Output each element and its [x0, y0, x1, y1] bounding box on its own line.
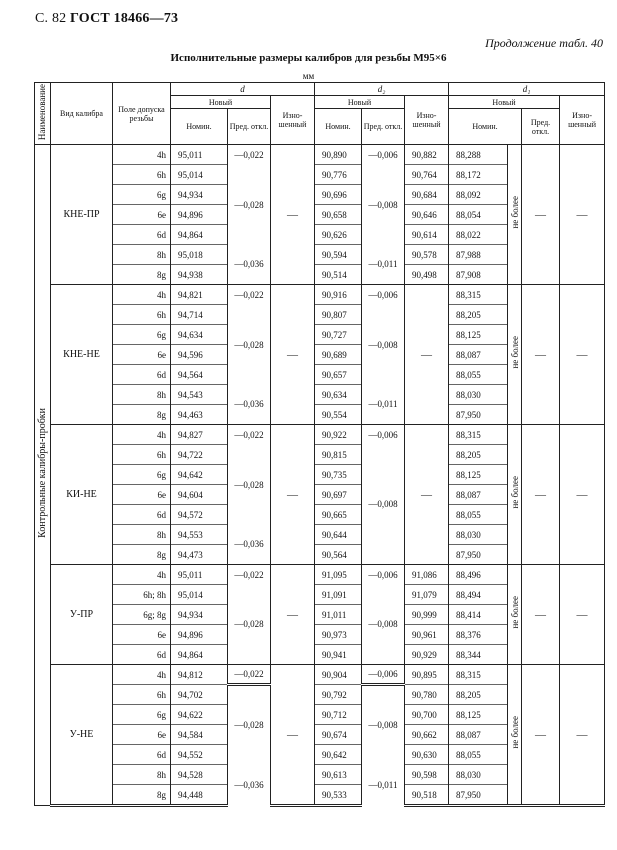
- d-nominal: 94,714: [171, 305, 228, 325]
- header-d1-worn: Изно-шенный: [560, 96, 605, 145]
- d-nominal: 94,584: [171, 725, 228, 745]
- d2-nominal: 90,634: [315, 385, 362, 405]
- d2-worn: 90,646: [405, 205, 449, 225]
- tolerance-field: 8h: [113, 765, 171, 785]
- d2-nominal: 91,091: [315, 585, 362, 605]
- d2-deviation: —0,006: [362, 285, 405, 305]
- d2-worn: 90,895: [405, 665, 449, 685]
- gauge-kind: КНЕ-НЕ: [51, 285, 113, 425]
- d2-nominal: 90,657: [315, 365, 362, 385]
- tolerance-field: 6e: [113, 205, 171, 225]
- d2-deviation: —0,011: [362, 765, 405, 806]
- d1-nominal: 88,376: [449, 625, 508, 645]
- tolerance-field: 8h: [113, 525, 171, 545]
- d2-worn: 90,780: [405, 685, 449, 705]
- d-nominal: 94,572: [171, 505, 228, 525]
- d2-deviation: —0,008: [362, 445, 405, 565]
- d-worn: —: [271, 565, 315, 665]
- not-more-label: не более: [508, 565, 522, 665]
- d1-nominal: 88,125: [449, 465, 508, 485]
- d1-nominal: 87,950: [449, 785, 508, 806]
- d2-deviation: —0,008: [362, 305, 405, 385]
- d2-nominal: 90,735: [315, 465, 362, 485]
- standard-number: ГОСТ 18466—73: [70, 11, 179, 26]
- table-body: [35, 145, 605, 806]
- d-nominal: 94,864: [171, 225, 228, 245]
- not-more-label: не более: [508, 145, 522, 285]
- d2-nominal: 90,815: [315, 445, 362, 465]
- d-deviation: —0,036: [228, 385, 271, 425]
- tolerance-field: 6e: [113, 485, 171, 505]
- d-deviation: —0,028: [228, 685, 271, 765]
- tolerance-field: 6e: [113, 625, 171, 645]
- tolerance-field: 4h: [113, 425, 171, 445]
- d1-nominal: 88,414: [449, 605, 508, 625]
- header-d-new: Новый: [171, 96, 271, 109]
- d2-nominal: 90,807: [315, 305, 362, 325]
- d-worn: —: [271, 285, 315, 425]
- d2-worn: 90,929: [405, 645, 449, 665]
- d1-nominal: 88,125: [449, 705, 508, 725]
- d2-nominal: 90,922: [315, 425, 362, 445]
- tolerance-field: 8g: [113, 405, 171, 425]
- d1-worn: —: [560, 285, 605, 425]
- d-nominal: 94,622: [171, 705, 228, 725]
- table-row: [35, 285, 605, 305]
- d1-nominal: 88,022: [449, 225, 508, 245]
- table-row: [35, 425, 605, 445]
- d-nominal: 94,938: [171, 265, 228, 285]
- header-kind: Вид калибра: [51, 83, 113, 145]
- tolerance-field: 6g: [113, 705, 171, 725]
- d1-nominal: 88,030: [449, 765, 508, 785]
- d1-deviation: —: [522, 565, 560, 665]
- header-d1-new: Новый: [449, 96, 560, 109]
- d2-worn: 90,882: [405, 145, 449, 165]
- d-worn: —: [271, 665, 315, 806]
- header-tolerance-field: Поле допуска резьбы: [113, 83, 171, 145]
- tolerance-field: 6g: [113, 325, 171, 345]
- d2-nominal: 90,689: [315, 345, 362, 365]
- tolerance-field: 6h: [113, 305, 171, 325]
- d2-nominal: 90,973: [315, 625, 362, 645]
- d-nominal: 94,864: [171, 645, 228, 665]
- d-nominal: 94,473: [171, 545, 228, 565]
- d-nominal: 94,896: [171, 205, 228, 225]
- tolerance-field: 6d: [113, 645, 171, 665]
- gauge-kind: КИ-НЕ: [51, 425, 113, 565]
- d1-nominal: 88,087: [449, 345, 508, 365]
- d1-worn: —: [560, 145, 605, 285]
- d-nominal: 94,896: [171, 625, 228, 645]
- header-d1-nom: Номин.: [449, 109, 522, 145]
- tolerance-field: 6e: [113, 345, 171, 365]
- d2-deviation: —0,006: [362, 565, 405, 585]
- gauge-kind: КНЕ-ПР: [51, 145, 113, 285]
- d2-nominal: 90,916: [315, 285, 362, 305]
- d1-nominal: 87,908: [449, 265, 508, 285]
- d1-deviation: —: [522, 425, 560, 565]
- d1-nominal: 88,055: [449, 365, 508, 385]
- d1-worn: —: [560, 665, 605, 806]
- d2-deviation: —0,006: [362, 425, 405, 445]
- d2-deviation: —0,008: [362, 685, 405, 765]
- page-header: [35, 11, 178, 27]
- d-nominal: 94,722: [171, 445, 228, 465]
- d1-deviation: —: [522, 145, 560, 285]
- d-nominal: 94,642: [171, 465, 228, 485]
- d2-worn: —: [405, 285, 449, 425]
- tolerance-field: 8g: [113, 785, 171, 806]
- not-more-label: не более: [508, 665, 522, 806]
- d2-nominal: 90,696: [315, 185, 362, 205]
- d1-nominal: 88,496: [449, 565, 508, 585]
- d1-nominal: 88,315: [449, 665, 508, 685]
- d-deviation: —0,028: [228, 445, 271, 525]
- tolerance-field: 6h: [113, 165, 171, 185]
- d1-nominal: 88,087: [449, 725, 508, 745]
- d1-nominal: 88,087: [449, 485, 508, 505]
- d2-deviation: —0,008: [362, 585, 405, 665]
- d2-worn: —: [405, 425, 449, 565]
- tolerance-field: 6d: [113, 505, 171, 525]
- tolerance-field: 6g: [113, 465, 171, 485]
- d2-worn: 90,598: [405, 765, 449, 785]
- d-deviation: —0,028: [228, 585, 271, 665]
- header-d1: d₁: [449, 83, 605, 96]
- header-d-dev: Пред. откл.: [228, 109, 271, 145]
- d2-nominal: 90,514: [315, 265, 362, 285]
- d1-nominal: 88,055: [449, 745, 508, 765]
- d1-deviation: —: [522, 285, 560, 425]
- d1-worn: —: [560, 565, 605, 665]
- d1-nominal: 88,205: [449, 685, 508, 705]
- d2-worn: 90,518: [405, 785, 449, 806]
- d-deviation: —0,022: [228, 145, 271, 165]
- d2-worn: 90,630: [405, 745, 449, 765]
- d2-deviation: —0,006: [362, 665, 405, 685]
- d2-deviation: —0,008: [362, 165, 405, 245]
- d2-nominal: 90,776: [315, 165, 362, 185]
- d2-worn: 90,999: [405, 605, 449, 625]
- d-nominal: 94,827: [171, 425, 228, 445]
- d2-worn: 90,662: [405, 725, 449, 745]
- d-nominal: 94,934: [171, 605, 228, 625]
- tolerance-field: 8g: [113, 265, 171, 285]
- tolerance-field: 6g: [113, 185, 171, 205]
- d-nominal: 94,564: [171, 365, 228, 385]
- d-worn: —: [271, 145, 315, 285]
- d-nominal: 94,702: [171, 685, 228, 705]
- d2-worn: 91,086: [405, 565, 449, 585]
- continuation-label: Продолжение табл. 40: [485, 36, 603, 50]
- header-d2-nom: Номин.: [315, 109, 362, 145]
- tolerance-field: 6h: [113, 685, 171, 705]
- header-d-nom: Номин.: [171, 109, 228, 145]
- tolerance-field: 6d: [113, 225, 171, 245]
- d2-nominal: 90,727: [315, 325, 362, 345]
- d-nominal: 94,448: [171, 785, 228, 806]
- d2-nominal: 90,890: [315, 145, 362, 165]
- d2-deviation: —0,011: [362, 385, 405, 425]
- d-nominal: 94,634: [171, 325, 228, 345]
- d2-worn: 90,961: [405, 625, 449, 645]
- header-d-worn: Изно-шенный: [271, 96, 315, 145]
- d-nominal: 94,528: [171, 765, 228, 785]
- tolerance-field: 6d: [113, 365, 171, 385]
- d1-nominal: 88,205: [449, 445, 508, 465]
- header-d2: d₂: [315, 83, 449, 96]
- d1-nominal: 88,494: [449, 585, 508, 605]
- d2-nominal: 90,904: [315, 665, 362, 685]
- not-more-label: не более: [508, 425, 522, 565]
- d-nominal: 95,014: [171, 585, 228, 605]
- header-d2-new: Новый: [315, 96, 405, 109]
- d1-nominal: 88,055: [449, 505, 508, 525]
- header-d: d: [171, 83, 315, 96]
- d1-worn: —: [560, 425, 605, 565]
- tolerance-field: 6h: [113, 445, 171, 465]
- d2-nominal: 90,665: [315, 505, 362, 525]
- d2-nominal: 91,011: [315, 605, 362, 625]
- tolerance-field: 6h; 8h: [113, 585, 171, 605]
- d2-nominal: 90,697: [315, 485, 362, 505]
- row-group-label: Контрольные калибры-пробки: [35, 145, 51, 806]
- d-deviation: —0,022: [228, 565, 271, 585]
- d-nominal: 95,014: [171, 165, 228, 185]
- d2-nominal: 90,674: [315, 725, 362, 745]
- d2-deviation: —0,006: [362, 145, 405, 165]
- d-nominal: 94,552: [171, 745, 228, 765]
- d2-worn: 90,684: [405, 185, 449, 205]
- d1-nominal: 87,950: [449, 405, 508, 425]
- d-nominal: 95,018: [171, 245, 228, 265]
- not-more-label: не более: [508, 285, 522, 425]
- d1-nominal: 88,315: [449, 425, 508, 445]
- d-nominal: 94,604: [171, 485, 228, 505]
- d2-nominal: 90,644: [315, 525, 362, 545]
- d1-nominal: 88,344: [449, 645, 508, 665]
- gauge-dimensions-table: [34, 82, 605, 807]
- d-nominal: 94,596: [171, 345, 228, 365]
- d-nominal: 94,934: [171, 185, 228, 205]
- d1-deviation: —: [522, 665, 560, 806]
- d2-nominal: 90,626: [315, 225, 362, 245]
- d2-nominal: 90,712: [315, 705, 362, 725]
- d-nominal: 94,812: [171, 665, 228, 685]
- tolerance-field: 6e: [113, 725, 171, 745]
- d-deviation: —0,036: [228, 525, 271, 565]
- d-deviation: —0,022: [228, 665, 271, 685]
- d2-deviation: —0,011: [362, 245, 405, 285]
- d1-nominal: 88,030: [449, 525, 508, 545]
- gauge-kind: У-ПР: [51, 565, 113, 665]
- d2-worn: 90,498: [405, 265, 449, 285]
- tolerance-field: 6d: [113, 745, 171, 765]
- d-nominal: 94,463: [171, 405, 228, 425]
- table-row: [35, 145, 605, 165]
- tolerance-field: 4h: [113, 285, 171, 305]
- d1-nominal: 87,988: [449, 245, 508, 265]
- d1-nominal: 88,092: [449, 185, 508, 205]
- table-row: [35, 665, 605, 685]
- d2-nominal: 91,095: [315, 565, 362, 585]
- d1-nominal: 88,172: [449, 165, 508, 185]
- tolerance-field: 8h: [113, 245, 171, 265]
- header-d2-worn: Изно-шенный: [405, 96, 449, 145]
- tolerance-field: 6g; 8g: [113, 605, 171, 625]
- header-group: Наименование: [35, 83, 51, 145]
- d2-worn: 91,079: [405, 585, 449, 605]
- d2-nominal: 90,594: [315, 245, 362, 265]
- d-deviation: —0,022: [228, 425, 271, 445]
- header-d1-dev: Пред. откл.: [522, 109, 560, 145]
- page-number: С. 82: [35, 11, 67, 26]
- d-worn: —: [271, 425, 315, 565]
- d2-nominal: 90,642: [315, 745, 362, 765]
- d1-nominal: 88,315: [449, 285, 508, 305]
- d-nominal: 94,553: [171, 525, 228, 545]
- d-nominal: 94,821: [171, 285, 228, 305]
- d2-nominal: 90,792: [315, 685, 362, 705]
- d1-nominal: 88,288: [449, 145, 508, 165]
- tolerance-field: 4h: [113, 565, 171, 585]
- d1-nominal: 88,205: [449, 305, 508, 325]
- d-deviation: —0,036: [228, 765, 271, 806]
- d-nominal: 94,543: [171, 385, 228, 405]
- d-deviation: —0,036: [228, 245, 271, 285]
- d2-worn: 90,700: [405, 705, 449, 725]
- d1-nominal: 88,125: [449, 325, 508, 345]
- d-nominal: 95,011: [171, 565, 228, 585]
- d-nominal: 95,011: [171, 145, 228, 165]
- d2-worn: 90,614: [405, 225, 449, 245]
- d2-worn: 90,764: [405, 165, 449, 185]
- tolerance-field: 8g: [113, 545, 171, 565]
- d2-nominal: 90,533: [315, 785, 362, 806]
- d1-nominal: 87,950: [449, 545, 508, 565]
- d-deviation: —0,022: [228, 285, 271, 305]
- tolerance-field: 8h: [113, 385, 171, 405]
- table-row: [35, 565, 605, 585]
- gauge-kind: У-НЕ: [51, 665, 113, 806]
- d2-nominal: 90,564: [315, 545, 362, 565]
- d2-nominal: 90,658: [315, 205, 362, 225]
- d1-nominal: 88,054: [449, 205, 508, 225]
- d2-worn: 90,578: [405, 245, 449, 265]
- table-title: Исполнительные размеры калибров для резьбы М95×6: [170, 52, 447, 64]
- d-deviation: —0,028: [228, 305, 271, 385]
- d-deviation: —0,028: [228, 165, 271, 245]
- unit-label: мм: [302, 71, 315, 81]
- tolerance-field: 4h: [113, 145, 171, 165]
- d2-nominal: 90,613: [315, 765, 362, 785]
- header-d2-dev: Пред. откл.: [362, 109, 405, 145]
- d2-nominal: 90,941: [315, 645, 362, 665]
- d1-nominal: 88,030: [449, 385, 508, 405]
- tolerance-field: 4h: [113, 665, 171, 685]
- d2-nominal: 90,554: [315, 405, 362, 425]
